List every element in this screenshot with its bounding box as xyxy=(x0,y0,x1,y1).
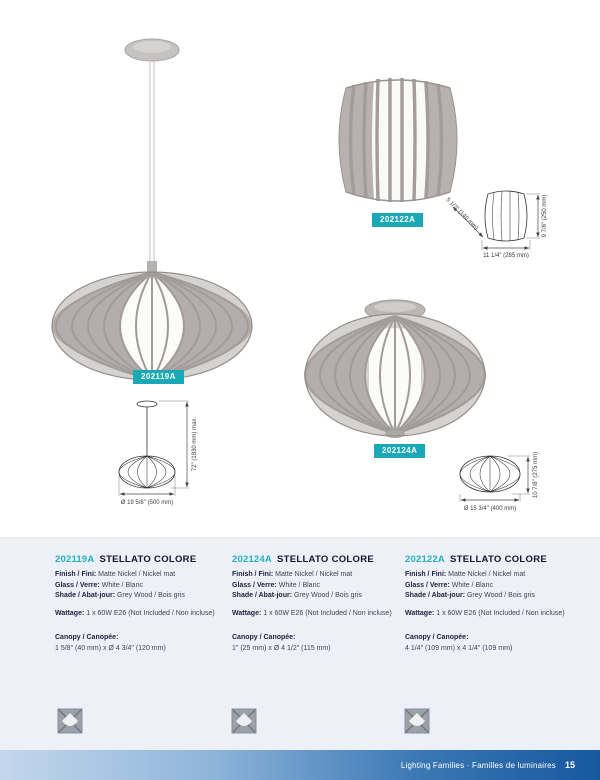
canopy-value: 1" (25 mm) x Ø 4 1/2" (115 mm) xyxy=(232,644,331,652)
pendant-lamp-image xyxy=(48,34,258,386)
canopy-thumbnail-icon xyxy=(57,708,83,734)
dimension-diagram-pendant xyxy=(95,396,210,514)
canopy-thumbnail-icon xyxy=(404,708,430,734)
product-name: STELLATO COLORE xyxy=(449,554,548,565)
shade-label: Shade / Abat-jour: xyxy=(232,592,293,599)
bottom-ring xyxy=(385,430,405,438)
glass-label: Glass / Verre: xyxy=(232,581,277,589)
spec-column-202122A xyxy=(405,554,577,654)
wattage-value: 1 x 60W E26 (Not Included / Non incluse) xyxy=(86,609,215,617)
spec-title xyxy=(55,554,227,565)
spec-title xyxy=(232,554,404,565)
ceiling-lamp-image xyxy=(300,296,490,448)
barrel-outline-small xyxy=(485,191,527,241)
barrel-fins-small xyxy=(493,191,520,241)
canopy-label: Canopy / Canopée: xyxy=(232,634,296,641)
finish-value: Matte Nickel / Nickel mat xyxy=(98,571,176,578)
canopy-label: Canopy / Canopée: xyxy=(405,634,469,641)
dim-diameter-label: Ø 15 3/4" (400 mm) xyxy=(463,506,517,512)
mount-highlight xyxy=(374,302,416,312)
wattage-label: Wattage: xyxy=(55,609,85,617)
finish-value: Matte Nickel / Nickel mat xyxy=(448,571,526,578)
product-badge-pendant: 202119A xyxy=(133,370,184,384)
spec-title xyxy=(405,554,577,565)
spec-column-202124A xyxy=(232,554,404,654)
shade-value: Grey Wood / Bois gris xyxy=(466,592,535,599)
glass-label: Glass / Verre: xyxy=(405,581,450,589)
canopy-thumbnail-icon xyxy=(231,708,257,734)
wattage-label: Wattage: xyxy=(232,609,262,617)
product-name: STELLATO COLORE xyxy=(276,554,375,565)
dim-height-label: 9 7/8" (250 mm) xyxy=(542,194,548,238)
wattage-value: 1 x 60W E26 (Not Included / Non incluse) xyxy=(436,609,565,617)
canopy-highlight xyxy=(133,41,171,53)
glass-label: Glass / Verre: xyxy=(55,581,100,589)
wattage-value: 1 x 60W E26 (Not Included / Non incluse) xyxy=(263,609,392,617)
shade-label: Shade / Abat-jour: xyxy=(405,592,466,599)
glass-diffuser xyxy=(372,76,427,202)
dim-height-label: 72" (1830 mm) max. xyxy=(192,416,198,472)
canopy-small xyxy=(137,401,157,407)
shade-label: Shade / Abat-jour: xyxy=(55,592,116,599)
wattage-label: Wattage: xyxy=(405,609,435,617)
spec-column-202119A xyxy=(55,554,227,654)
finish-label: Finish / Fini: xyxy=(405,571,447,578)
dim-height-label: 10 7/8" (275 mm) xyxy=(533,451,539,499)
product-name: STELLATO COLORE xyxy=(99,554,197,565)
product-code: 202124A xyxy=(232,554,272,565)
shade-value: Grey Wood / Bois gris xyxy=(116,592,185,599)
glass-value: White / Blanc xyxy=(101,581,143,589)
dim-diameter-label: Ø 19 5/8" (500 mm) xyxy=(120,500,174,506)
product-badge-ceiling: 202124A xyxy=(374,444,425,458)
finish-value: Matte Nickel / Nickel mat xyxy=(275,571,353,578)
page-number: 15 xyxy=(564,760,575,770)
footer-bar xyxy=(0,750,600,780)
glass-value: White / Blanc xyxy=(451,581,493,589)
canopy-value: 1 5/8" (40 mm) x Ø 4 3/4" (120 mm) xyxy=(55,644,166,652)
finish-label: Finish / Fini: xyxy=(232,571,274,578)
dim-width-label: 11 1/4" (285 mm) xyxy=(483,253,529,258)
glass-value: White / Blanc xyxy=(278,581,320,589)
product-code: 202122A xyxy=(405,554,445,565)
canopy-value: 4 1/4" (109 mm) x 4 1/4" (109 mm) xyxy=(405,644,513,652)
finish-label: Finish / Fini: xyxy=(55,571,97,578)
canopy-label: Canopy / Canopée: xyxy=(55,634,119,641)
dimension-diagram-ceiling xyxy=(448,450,568,514)
dimension-diagram-barrel xyxy=(430,186,555,258)
footer-section-title: Lighting Families · Familles de luminaires xyxy=(400,760,556,770)
shade-value: Grey Wood / Bois gris xyxy=(293,592,362,599)
product-code: 202119A xyxy=(55,554,95,565)
product-badge-barrel: 202122A xyxy=(372,213,423,227)
dim-depth-label: 5 1/2" (140 mm) xyxy=(444,197,479,232)
